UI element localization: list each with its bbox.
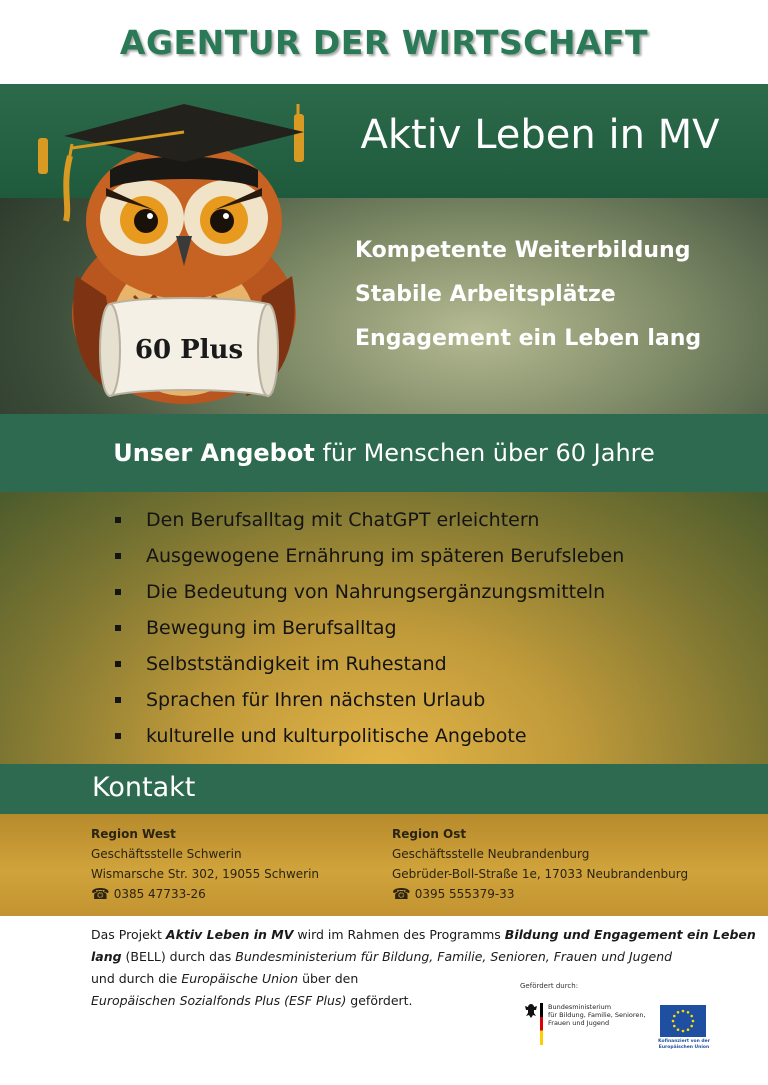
funder-label: Gefördert durch: xyxy=(520,982,579,990)
contact-heading: Kontakt xyxy=(92,772,196,803)
tagline-2: Stabile Arbeitsplätze xyxy=(355,282,616,307)
telephone-icon: ☎ xyxy=(392,884,411,903)
notice-text: (BELL) durch das xyxy=(121,949,236,964)
agency-title: AGENTUR DER WIRTSCHAFT xyxy=(119,22,649,62)
ministry-logo xyxy=(524,1003,644,1048)
office-name: Geschäftsstelle Neubrandenburg xyxy=(392,847,590,861)
phone-number[interactable]: 0395 555379-33 xyxy=(414,887,515,901)
office-address: Gebrüder-Boll-Straße 1e, 17033 Neubrandenburg xyxy=(392,867,689,881)
region-name: Region West xyxy=(91,827,176,841)
telephone-icon: ☎ xyxy=(91,884,110,903)
funding-notice xyxy=(91,924,756,1012)
list-item: Sprachen für Ihren nächsten Urlaub xyxy=(113,686,624,722)
german-flag-bar xyxy=(540,1003,543,1045)
offer-heading-band xyxy=(0,414,768,492)
phone-number[interactable]: 0385 47733-26 xyxy=(113,887,206,901)
tagline-3: Engagement ein Leben lang xyxy=(355,326,702,351)
office-name: Geschäftsstelle Schwerin xyxy=(91,847,242,861)
project-title: Aktiv Leben in MV xyxy=(360,112,720,158)
owl-with-graduation-cap-icon xyxy=(36,96,322,406)
notice-project-name: Aktiv Leben in MV xyxy=(165,927,294,942)
notice-eu-name: Europäische Union xyxy=(181,971,299,986)
region-name: Region Ost xyxy=(392,827,467,841)
list-item: Selbstständigkeit im Ruhestand xyxy=(113,650,624,686)
region-east xyxy=(392,824,688,904)
ministry-name xyxy=(548,1003,648,1027)
notice-program-name: lang xyxy=(91,949,122,964)
tagline-1: Kompetente Weiterbildung xyxy=(355,238,691,263)
notice-fund-name: Europäischen Sozialfonds Plus (ESF Plus) xyxy=(91,993,347,1008)
federal-eagle-icon xyxy=(524,1003,538,1019)
notice-text: und durch die xyxy=(91,971,182,986)
offer-heading-rest: für Menschen über 60 Jahre xyxy=(314,439,655,467)
offer-heading xyxy=(113,439,655,467)
notice-program-name: Bildung und Engagement ein Leben xyxy=(504,927,756,942)
notice-text: gefördert. xyxy=(346,993,413,1008)
region-west xyxy=(91,824,319,904)
ministry-line: für Bildung, Familie, Senioren, xyxy=(548,1011,646,1019)
notice-text: wird im Rahmen des Programms xyxy=(293,927,505,942)
ministry-line: Frauen und Jugend xyxy=(548,1019,610,1027)
list-item: kulturelle und kulturpolitische Angebote xyxy=(113,722,624,758)
notice-ministry-name: Bundesministerium für Bildung, Familie, Senioren, Frauen und Jugend xyxy=(235,949,673,964)
list-item: Die Bedeutung von Nahrungsergänzungsmitteln xyxy=(113,578,624,614)
office-address: Wismarsche Str. 302, 19055 Schwerin xyxy=(91,867,320,881)
ministry-line: Bundesministerium xyxy=(548,1003,612,1011)
notice-text: Das Projekt xyxy=(91,927,166,942)
eu-caption: Kofinanziert von der Europäischen Union xyxy=(658,1039,710,1050)
offer-heading-bold: Unser Angebot xyxy=(113,439,315,467)
list-item: Ausgewogene Ernährung im späteren Berufsleben xyxy=(113,542,624,578)
offer-list xyxy=(113,506,624,758)
list-item: Den Berufsalltag mit ChatGPT erleichtern xyxy=(113,506,624,542)
badge-text: 60 Plus xyxy=(134,335,244,365)
eu-flag-icon xyxy=(660,1005,706,1037)
list-item: Bewegung im Berufsalltag xyxy=(113,614,624,650)
notice-text: über den xyxy=(298,971,359,986)
